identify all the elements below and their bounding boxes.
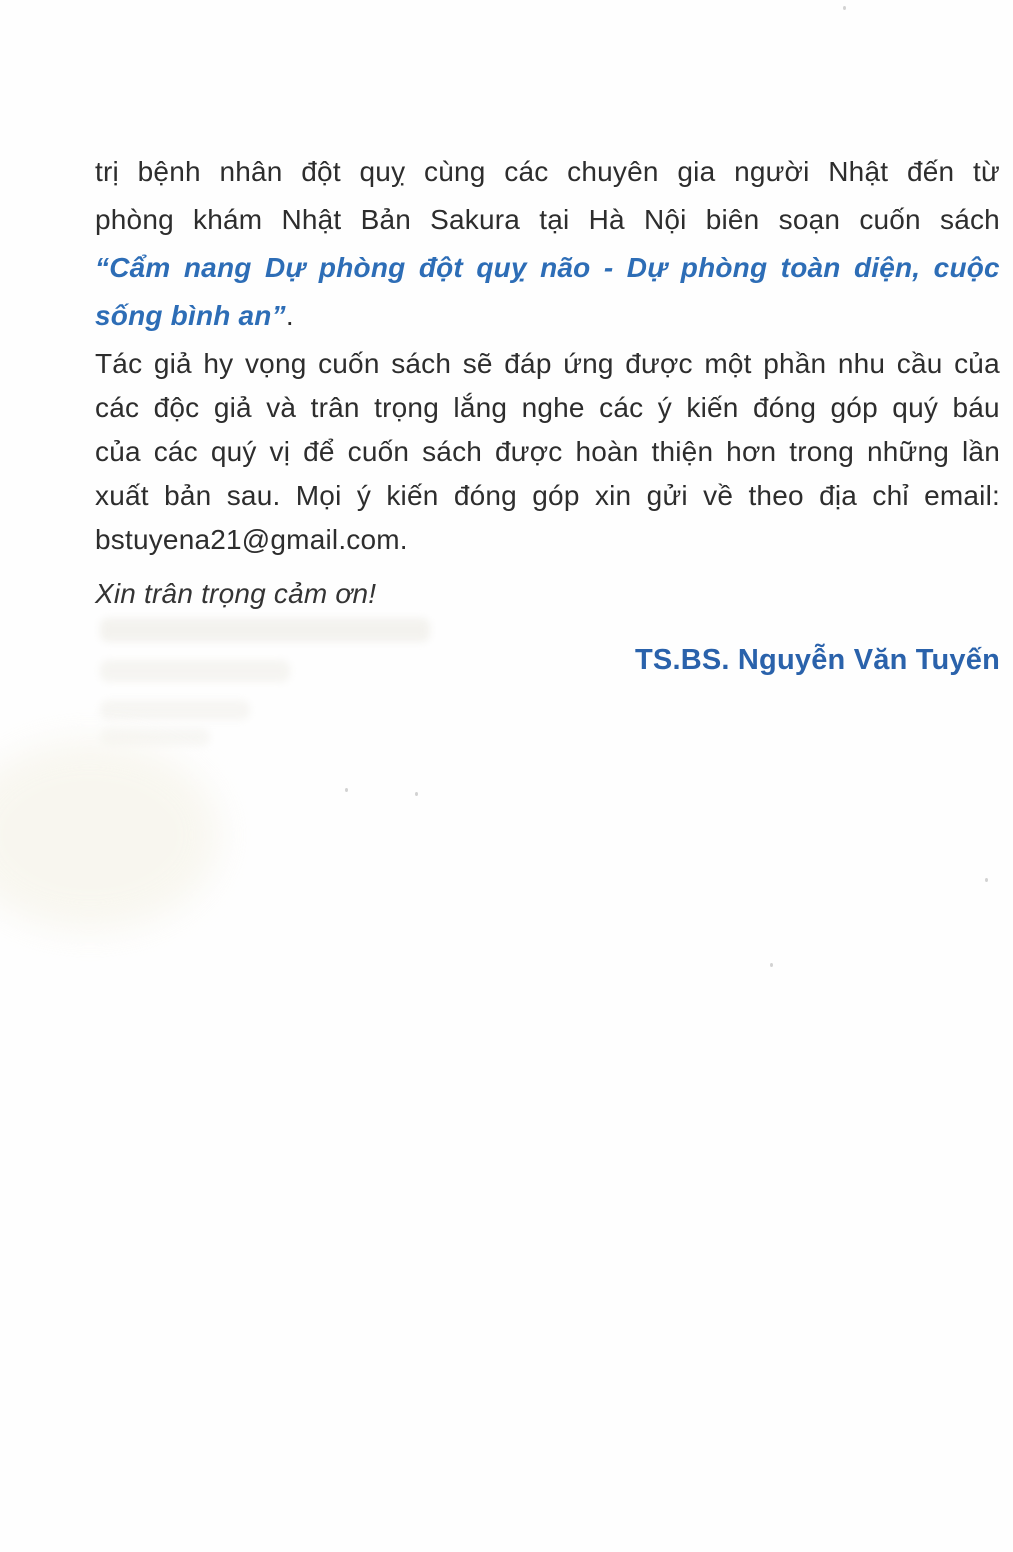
scan-speck: [843, 6, 846, 10]
bleed-through-artifact: [100, 660, 290, 682]
book-title-line-2: [95, 292, 1000, 340]
scan-speck: [770, 963, 773, 967]
email-address: bstuyena21@gmail.com.: [95, 524, 408, 555]
paragraph-feedback-line-3: của các quý vị để cuốn sách được hoàn thiện hơn trong những lần: [95, 436, 1000, 467]
scan-speck: [985, 878, 988, 882]
paragraph-feedback-line-1: Tác giả hy vọng cuốn sách sẽ đáp ứng được một phần nhu cầu của: [95, 348, 1000, 379]
paragraph-feedback: [95, 342, 1000, 562]
book-title-line-1: “Cẩm nang Dự phòng đột quỵ não - Dự phòng toàn diện, cuộc: [95, 252, 1000, 283]
paragraph-intro-line-2: phòng khám Nhật Bản Sakura tại Hà Nội biên soạn cuốn sách: [95, 204, 1000, 235]
bleed-through-artifact: [100, 700, 250, 720]
paragraph-feedback-line-4: xuất bản sau. Mọi ý kiến đóng góp xin gửi về theo địa chỉ email:: [95, 480, 1000, 511]
closing-thanks-text: Xin trân trọng cảm ơn!: [95, 578, 377, 609]
scan-speck: [345, 788, 348, 792]
paragraph-feedback-line-2: các độc giả và trân trọng lắng nghe các ý kiến đóng góp quý báu: [95, 392, 1000, 423]
paragraph-intro: [95, 148, 1000, 340]
paragraph-intro-line-1: trị bệnh nhân đột quỵ cùng các chuyên gia người Nhật đến từ: [95, 156, 1000, 187]
scan-speck: [415, 792, 418, 796]
book-title-line-2-text: sống bình an”: [95, 300, 286, 331]
sentence-period: .: [285, 300, 294, 331]
bleed-through-artifact: [100, 618, 430, 642]
closing-thanks: [95, 572, 1000, 616]
author-signature-text: TS.BS. Nguyễn Văn Tuyến: [634, 644, 1000, 676]
scan-smudge: [0, 740, 220, 930]
